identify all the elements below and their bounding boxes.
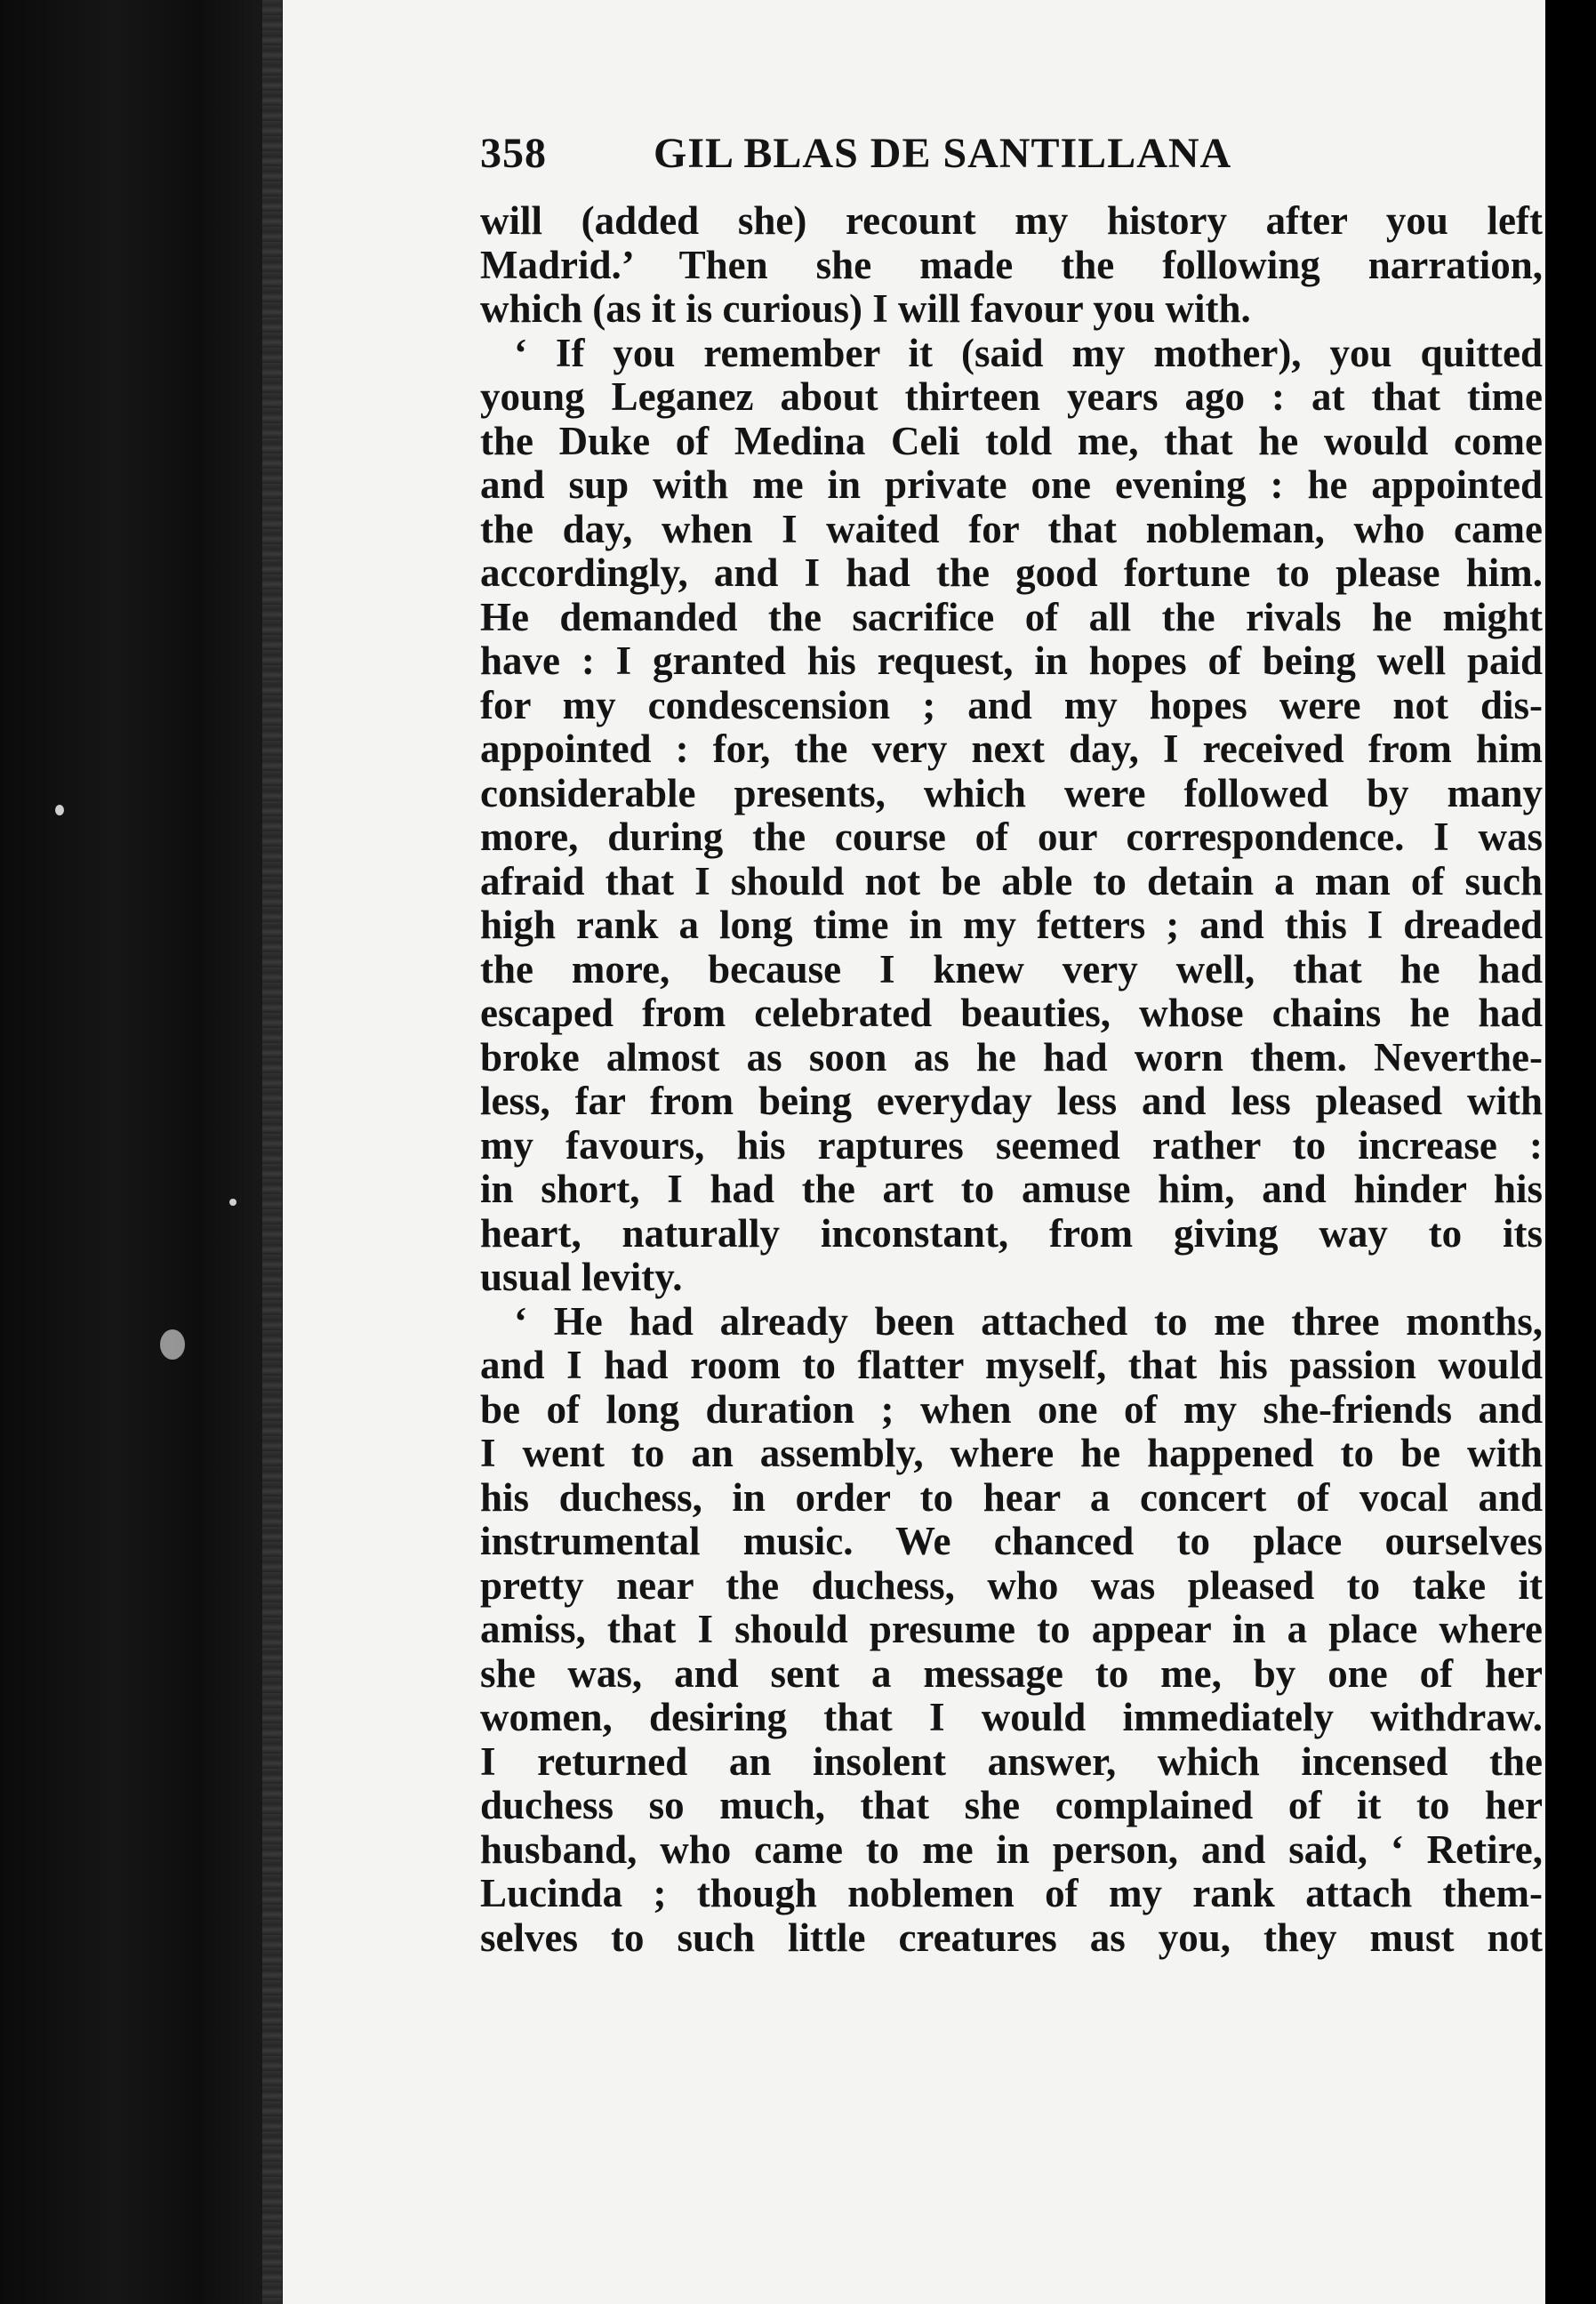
text-line: in short, I had the art to amuse him, and hinder his [480, 1167, 1543, 1211]
text-line: his duchess, in order to hear a concert of vocal and [480, 1474, 1543, 1520]
text-line: ‘ He had already been attached to me three months, [514, 1298, 1543, 1344]
dust-speck [55, 805, 64, 815]
text-line: have : I granted his request, in hopes of being well paid [480, 638, 1543, 683]
text-line: for my condescension ; and my hopes were not dis- [480, 682, 1543, 727]
text-line: she was, and sent a message to me, by one of her [480, 1650, 1543, 1696]
text-line: be of long duration ; when one of my she-friends and [480, 1386, 1543, 1432]
text-line: the more, because I knew very well, that he had [480, 946, 1543, 991]
book-binding [0, 0, 285, 2304]
text-line: duchess so much, that she complained of it to her [480, 1783, 1543, 1827]
text-line: pretty near the duchess, who was pleased to take it [480, 1562, 1543, 1608]
text-line: appointed : for, the very next day, I received from him [480, 727, 1543, 771]
text-line: women, desiring that I would immediately withdraw. [480, 1695, 1543, 1739]
text-line: instrumental music. We chanced to place ourselves [480, 1519, 1543, 1563]
scan-border [1545, 0, 1596, 2304]
text-line: ‘ If you remember it (said my mother), you quitted [514, 330, 1543, 375]
text-line: which (as it is curious) I will favour you with. [480, 286, 1251, 331]
text-line: my favours, his raptures seemed rather to increase : [480, 1122, 1543, 1168]
text-line: I returned an insolent answer, which incensed the [480, 1738, 1543, 1784]
text-line: escaped from celebrated beauties, whose chains he had [480, 991, 1543, 1035]
text-line: afraid that I should not be able to detain a man of such [480, 858, 1543, 903]
text-line: husband, who came to me in person, and said, ‘ Retire, [480, 1826, 1543, 1872]
text-line: usual levity. [480, 1255, 683, 1299]
page-text-block [480, 129, 1547, 1960]
text-line: I went to an assembly, where he happened to be with [480, 1431, 1543, 1475]
text-line: accordingly, and I had the good fortune to please him. [480, 550, 1543, 595]
text-line: He demanded the sacrifice of all the rivals he might [480, 594, 1543, 639]
page-number: 358 [480, 130, 547, 177]
body-text [480, 199, 1543, 1960]
text-line: high rank a long time in my fetters ; and this I dreaded [480, 903, 1543, 947]
text-line: Lucinda ; though noblemen of my rank attach them- [480, 1871, 1543, 1915]
running-title: GIL BLAS DE SANTILLANA [654, 130, 1232, 177]
dust-speck [160, 1329, 185, 1360]
text-line: considerable presents, which were followed by many [480, 770, 1543, 815]
text-line: the day, when I waited for that nobleman, who came [480, 506, 1543, 551]
text-line: more, during the course of our correspondence. I was [480, 815, 1543, 859]
text-line: heart, naturally inconstant, from giving way to its [480, 1210, 1543, 1256]
text-line: the Duke of Medina Celi told me, that he would come [480, 418, 1543, 463]
text-line: and sup with me in private one evening : he appointed [480, 462, 1543, 507]
text-line: amiss, that I should presume to appear in a place where [480, 1607, 1543, 1651]
text-line: young Leganez about thirteen years ago : at that time [480, 374, 1543, 419]
text-line: Madrid.’ Then she made the following narration, [480, 242, 1543, 287]
dust-speck [229, 1199, 237, 1206]
text-line: less, far from being everyday less and less pleased with [480, 1079, 1543, 1123]
text-line: and I had room to flatter myself, that his passion would [480, 1343, 1543, 1387]
text-line: broke almost as soon as he had worn them. Neverthe- [480, 1034, 1543, 1080]
text-line: will (added she) recount my history after you left [480, 198, 1543, 243]
binding-edge [262, 0, 282, 2304]
text-line: selves to such little creatures as you, they must not [480, 1915, 1543, 1960]
running-head [480, 129, 1547, 196]
